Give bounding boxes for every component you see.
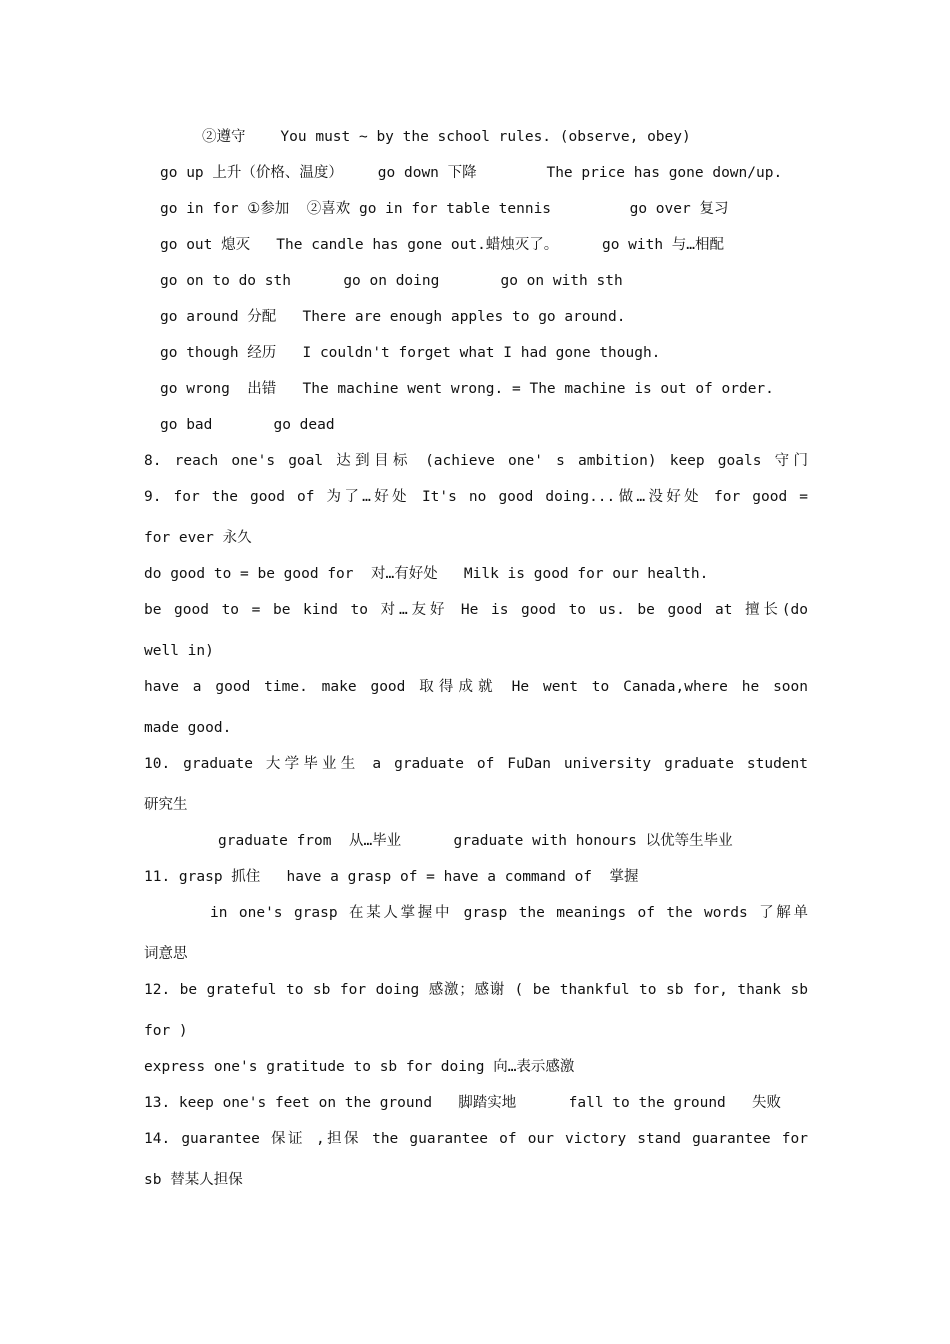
text-line: go on to do sth go on doing go on with sth xyxy=(160,273,623,289)
text-line: ②遵守 You must ~ by the school rules. (observe, obey) xyxy=(202,129,691,145)
item-12-continuation: for ) xyxy=(144,1023,188,1039)
item-13-line: 13. keep one's feet on the ground 脚踏实地 fall to the ground 失败 xyxy=(144,1095,781,1111)
text-line: have a good time. make good 取得成就 He went to Canada,where he soon xyxy=(144,679,808,695)
text-line: go bad go dead xyxy=(160,417,335,433)
text-line: be good to = be kind to 对…友好 He is good to us. be good at 擅长(do xyxy=(144,602,808,618)
text-line: go out 熄灭 The candle has gone out.蜡烛灭了。 go with 与…相配 xyxy=(160,237,725,253)
text-line-continuation: 词意思 xyxy=(144,946,188,962)
item-10-line: 10. graduate 大学毕业生 a graduate of FuDan university graduate student xyxy=(144,756,808,772)
item-14-continuation: sb 替某人担保 xyxy=(144,1172,243,1188)
text-line: go in for ①参加 ②喜欢 go in for table tennis go over 复习 xyxy=(160,201,729,217)
text-line: in one's grasp 在某人掌握中 grasp the meanings of the words 了解单 xyxy=(210,905,808,921)
text-line-continuation: made good. xyxy=(144,720,232,736)
item-11-line: 11. grasp 抓住 have a grasp of = have a command of 掌握 xyxy=(144,869,639,885)
text-line: graduate from 从…毕业 graduate with honours 以优等生毕业 xyxy=(218,833,733,849)
item-12-line: 12. be grateful to sb for doing 感激；感谢 ( be thankful to sb for, thank sb xyxy=(144,982,808,998)
text-line: go around 分配 There are enough apples to go around. xyxy=(160,309,626,325)
item-9-line: 9. for the good of 为了…好处 It's no good doing...做…没好处 for good = xyxy=(144,489,808,505)
item-14-line: 14. guarantee 保证 ,担保 the guarantee of our victory stand guarantee for xyxy=(144,1131,808,1147)
text-line: do good to = be good for 对…有好处 Milk is good for our health. xyxy=(144,566,709,582)
text-line: go up 上升（价格、温度） go down 下降 The price has gone down/up. xyxy=(160,165,783,181)
item-8-line: 8. reach one's goal 达到目标 (achieve one' s ambition) keep goals 守门 xyxy=(144,453,808,469)
item-9-continuation: for ever 永久 xyxy=(144,530,252,546)
item-10-continuation: 研究生 xyxy=(144,797,188,813)
text-line: go wrong 出错 The machine went wrong. = The machine is out of order. xyxy=(160,381,774,397)
text-line: express one's gratitude to sb for doing 向…表示感激 xyxy=(144,1059,575,1075)
text-line: go though 经历 I couldn't forget what I had gone though. xyxy=(160,345,661,361)
text-line-continuation: well in) xyxy=(144,643,214,659)
